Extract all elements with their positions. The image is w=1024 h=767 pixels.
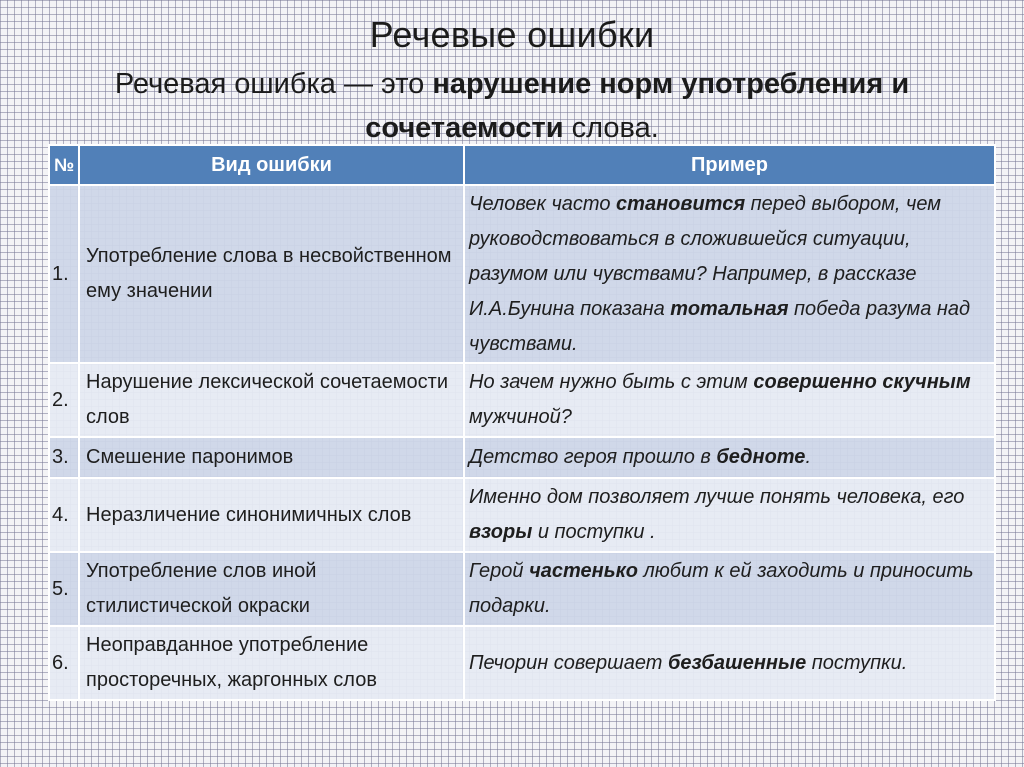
example-cell [464,437,995,478]
row-number: 3. [49,437,79,478]
example-text: Именно дом позволяет лучше понять человека, его [469,486,965,508]
example-cell [464,552,995,626]
example-text: Герой [469,560,530,582]
example-text: поступки. [806,651,908,674]
table-row [49,626,995,700]
example-cell [464,626,995,700]
error-type-cell: Неразличение синонимичных слов [79,478,464,552]
row-number: 6. [49,626,79,700]
example-text: мужчиной? [469,406,572,428]
table-row [49,478,995,552]
example-text: перед выбором, чем руководствоваться в сложившейся ситуации, разумом или чувствами? Например, в рассказе И.А.Бунина показана [469,192,941,320]
header-number: № [49,145,79,185]
row-number: 4. [49,478,79,552]
error-word: совершенно скучным [753,371,971,393]
example-text: и поступки . [532,521,656,543]
definition-bold-2: сочетаемости [365,112,564,144]
error-word: взоры [469,521,533,543]
error-word: частенько [529,560,638,582]
definition-part-2: слова. [563,112,659,144]
error-type-cell: Употребление слова в несвойственном ему значении [79,185,464,363]
error-type-cell: Нарушение лексической сочетаемости слов [79,363,464,437]
example-text: победа разума над чувствами. [469,297,971,355]
example-text: любит к ей заходить и приносить подарки. [469,560,974,617]
table-row [49,552,995,626]
row-number: 2. [49,363,79,437]
error-type-cell: Употребление слов иной стилистической окраски [79,552,464,626]
error-type-cell: Смешение паронимов [79,437,464,478]
definition-bold-1: нарушение норм употребления и [432,68,910,100]
example-text: Человек часто [469,192,617,215]
error-word: бедноте [716,446,806,468]
errors-table-container [48,144,994,701]
example-cell [464,478,995,552]
table-row [49,437,995,478]
example-cell [464,185,995,363]
table-header-row [49,145,995,185]
table-row [49,363,995,437]
example-text: Но зачем нужно быть с этим [469,371,754,393]
header-error-type: Вид ошибки [79,145,464,185]
example-cell [464,363,995,437]
row-number: 5. [49,552,79,626]
slide-title: Речевые ошибки [369,14,655,55]
error-word: становится [616,192,746,215]
error-word: безбашенные [667,651,807,674]
error-type-cell: Неоправданное употребление просторечных, жаргонных слов [79,626,464,700]
definition-part-1: Речевая ошибка — это [114,68,433,100]
example-text: Детство героя прошло в [469,446,717,468]
header-example: Пример [464,145,995,185]
example-text: Печорин совершает [469,651,668,674]
definition-text [70,62,954,150]
table-row [49,185,995,363]
row-number: 1. [49,185,79,363]
errors-table [48,144,996,701]
error-word: тотальная [670,297,789,320]
example-text: . [805,446,811,468]
